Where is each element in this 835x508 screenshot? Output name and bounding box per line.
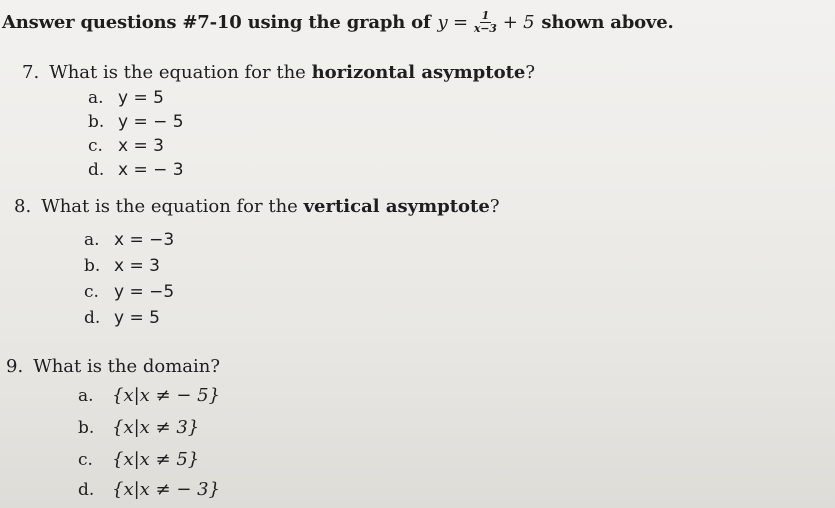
question-text-end: ? bbox=[525, 62, 536, 83]
choice-letter: a. bbox=[84, 230, 100, 250]
choice-letter: c. bbox=[84, 282, 99, 302]
fraction-numerator: 1 bbox=[481, 9, 490, 22]
choice-letter: b. bbox=[84, 256, 101, 276]
choice-letter: b. bbox=[78, 418, 95, 438]
header-prefix: Answer questions #7-10 using the graph of bbox=[2, 11, 431, 33]
choice-text: x = −3 bbox=[114, 230, 175, 250]
choice-7b[interactable] bbox=[88, 112, 184, 132]
choice-7c[interactable] bbox=[88, 136, 164, 156]
choice-letter: c. bbox=[88, 136, 103, 156]
question-text: What is the equation for the bbox=[49, 62, 306, 83]
choice-8a[interactable] bbox=[84, 230, 174, 250]
question-number: 7. bbox=[22, 62, 40, 83]
choice-text: y = −5 bbox=[114, 282, 175, 302]
question-number: 8. bbox=[14, 196, 32, 217]
choice-letter: b. bbox=[88, 112, 105, 132]
choice-7d[interactable] bbox=[88, 160, 184, 180]
choice-text: x = 3 bbox=[114, 256, 160, 276]
choice-text: {x|x ≠ 3} bbox=[112, 417, 200, 438]
choice-letter: d. bbox=[88, 160, 105, 180]
question-number: 9. bbox=[6, 356, 24, 377]
choice-8c[interactable] bbox=[84, 282, 174, 302]
choice-text: y = 5 bbox=[118, 88, 164, 108]
instructions-header bbox=[2, 10, 674, 35]
question-8 bbox=[14, 196, 499, 218]
choice-text: y = − 5 bbox=[118, 112, 184, 132]
choice-letter: d. bbox=[78, 480, 95, 500]
choice-9d[interactable] bbox=[78, 480, 220, 500]
choice-7a[interactable] bbox=[88, 88, 164, 108]
choice-9c[interactable] bbox=[78, 450, 199, 470]
question-emphasis: horizontal asymptote bbox=[311, 62, 526, 83]
question-text-end: ? bbox=[489, 196, 500, 217]
equation-lhs: y = bbox=[437, 11, 468, 33]
question-7 bbox=[22, 62, 535, 84]
question-text: What is the equation for the bbox=[41, 196, 298, 217]
question-9 bbox=[6, 356, 220, 378]
choice-text: x = − 3 bbox=[118, 160, 184, 180]
choice-letter: a. bbox=[78, 386, 94, 406]
choice-text: {x|x ≠ 5} bbox=[112, 449, 200, 470]
equation-rhs: + 5 bbox=[502, 11, 535, 33]
equation-fraction bbox=[472, 10, 499, 35]
choice-text: x = 3 bbox=[118, 136, 164, 156]
choice-8d[interactable] bbox=[84, 308, 160, 328]
choice-9b[interactable] bbox=[78, 418, 199, 438]
choice-letter: c. bbox=[78, 450, 93, 470]
question-emphasis: vertical asymptote bbox=[303, 196, 490, 217]
choice-text: y = 5 bbox=[114, 308, 160, 328]
choice-9a[interactable] bbox=[78, 386, 220, 406]
choice-letter: d. bbox=[84, 308, 101, 328]
choice-text: {x|x ≠ − 5} bbox=[112, 385, 221, 406]
header-suffix: shown above. bbox=[541, 11, 674, 33]
question-text: What is the domain? bbox=[33, 356, 221, 377]
choice-text: {x|x ≠ − 3} bbox=[112, 479, 221, 500]
choice-letter: a. bbox=[88, 88, 104, 108]
choice-8b[interactable] bbox=[84, 256, 160, 276]
fraction-denominator: x−3 bbox=[473, 22, 497, 35]
